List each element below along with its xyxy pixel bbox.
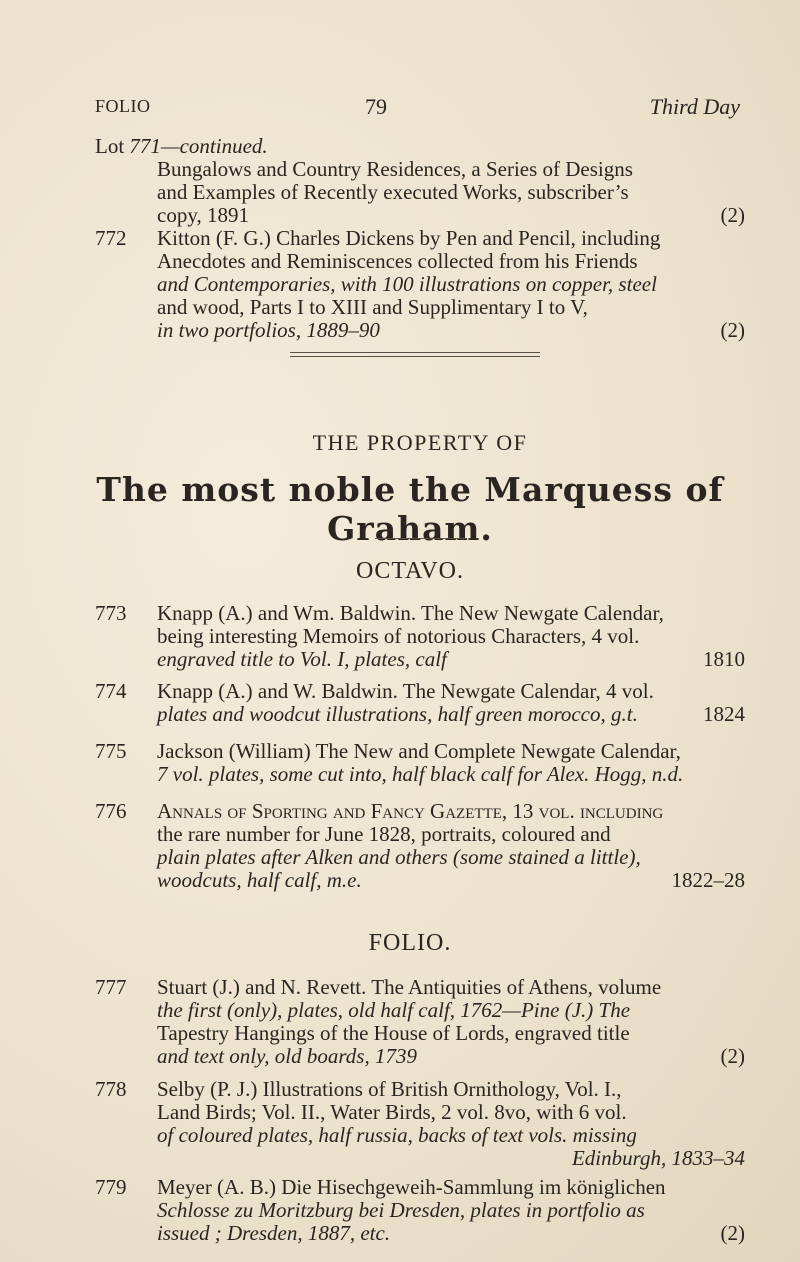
lot-777-qty: (2) — [720, 1044, 745, 1068]
page-header — [95, 96, 740, 126]
lot-771-title: 771—continued. — [129, 134, 268, 158]
lot-771-line2: and Examples of Recently executed Works, subscriber’s — [157, 180, 629, 204]
lot-773-entry — [95, 602, 745, 671]
lot-773-line1: Knapp (A.) and Wm. Baldwin. The New Newgate Calendar, — [157, 601, 664, 625]
lot-772-line5: in two portfolios, 1889–90 — [157, 318, 380, 342]
octavo-heading: OCTAVO. — [356, 558, 464, 584]
lot-777-line4: and text only, old boards, 1739 — [157, 1044, 417, 1068]
lot-777-line2: the first (only), plates, old half calf, 1762—Pine (J.) The — [157, 998, 631, 1022]
lot-779-line3: issued ; Dresden, 1887, etc. — [157, 1221, 391, 1245]
lot-778-entry — [95, 1078, 745, 1170]
lot-779-number: 779 — [95, 1175, 127, 1199]
lot-778-line2: Land Birds; Vol. II., Water Birds, 2 vol. 8vo, with 6 vol. — [157, 1100, 627, 1124]
section-divider — [290, 352, 540, 357]
lot-777-line3: Tapestry Hangings of the House of Lords, engraved title — [157, 1021, 630, 1045]
lot-771-line1: Bungalows and Country Residences, a Series of Designs — [157, 157, 633, 181]
page-number: 79 — [365, 94, 387, 119]
lot-777-line1: Stuart (J.) and N. Revett. The Antiquities of Athens, volume — [157, 975, 662, 999]
lot-776-year: 1822–28 — [671, 868, 745, 892]
lot-774-year: 1824 — [703, 702, 745, 726]
lot-775-line2: 7 vol. plates, some cut into, half black calf for Alex. Hogg, n.d. — [157, 762, 684, 786]
lot-772-number: 772 — [95, 226, 127, 250]
lot-779-line2: Schlosse zu Moritzburg bei Dresden, plates in portfolio as — [157, 1198, 645, 1222]
lot-778-number: 778 — [95, 1077, 127, 1101]
lot-773-line2: being interesting Memoirs of notorious Characters, 4 vol. — [157, 624, 640, 648]
lot-775-line1: Jackson (William) The New and Complete Newgate Calendar, — [157, 739, 681, 763]
day-label: Third Day — [649, 94, 740, 119]
lot-779-entry — [95, 1176, 745, 1245]
lot-772-line4: and wood, Parts I to XIII and Supplimentary I to V, — [157, 295, 588, 319]
lot-774-line2: plates and woodcut illustrations, half green morocco, g.t. — [157, 702, 638, 726]
lot-779-line1: Meyer (A. B.) Die Hisechgeweih-Sammlung im königlichen — [157, 1175, 666, 1199]
owner-heading: The most noble the Marquess of Graham. — [96, 470, 724, 548]
lot-778-line3: of coloured plates, half russia, backs of text vols. missing — [157, 1123, 637, 1147]
lot-771-line3: copy, 1891 — [157, 203, 249, 227]
lot-773-number: 773 — [95, 601, 127, 625]
lot-774-number: 774 — [95, 679, 127, 703]
lot-771-qty: (2) — [720, 203, 745, 227]
property-heading: THE PROPERTY OF — [312, 430, 528, 455]
lot-772-qty: (2) — [720, 318, 745, 342]
lot-778-line1: Selby (P. J.) Illustrations of British Ornithology, Vol. I., — [157, 1077, 622, 1101]
lot-776-entry — [95, 800, 745, 892]
lot-776-line4: woodcuts, half calf, m.e. — [157, 868, 362, 892]
lot-774-entry — [95, 680, 745, 726]
lot-779-qty: (2) — [720, 1221, 745, 1245]
lot-776-number: 776 — [95, 799, 127, 823]
lot-772-line2: Anecdotes and Reminiscences collected from his Friends — [157, 249, 638, 273]
lot-775-entry — [95, 740, 745, 786]
lot-772-line1: Kitton (F. G.) Charles Dickens by Pen and Pencil, including — [157, 226, 661, 250]
lot-776-line3: plain plates after Alken and others (some stained a little), — [157, 845, 641, 869]
lot-prefix: Lot — [95, 134, 125, 158]
lot-777-entry — [95, 976, 745, 1068]
folio-label: FOLIO — [95, 96, 151, 116]
lot-778-line4: Edinburgh, 1833–34 — [571, 1146, 745, 1170]
lot-774-line1: Knapp (A.) and W. Baldwin. The Newgate Calendar, 4 vol. — [157, 679, 654, 703]
lot-777-number: 777 — [95, 975, 127, 999]
lot-772-line3: and Contemporaries, with 100 illustrations on copper, steel — [157, 272, 657, 296]
lot-776-line1: Annals of Sporting and Fancy Gazette, 13 vol. including — [157, 799, 664, 823]
lot-773-year: 1810 — [703, 647, 745, 671]
short-divider — [375, 538, 465, 539]
lot-771-entry — [95, 135, 745, 227]
lot-772-entry — [95, 227, 745, 342]
folio-heading: FOLIO. — [368, 930, 452, 956]
lot-776-line2: the rare number for June 1828, portraits, coloured and — [157, 822, 611, 846]
lot-773-line3: engraved title to Vol. I, plates, calf — [157, 647, 447, 671]
lot-775-number: 775 — [95, 739, 127, 763]
